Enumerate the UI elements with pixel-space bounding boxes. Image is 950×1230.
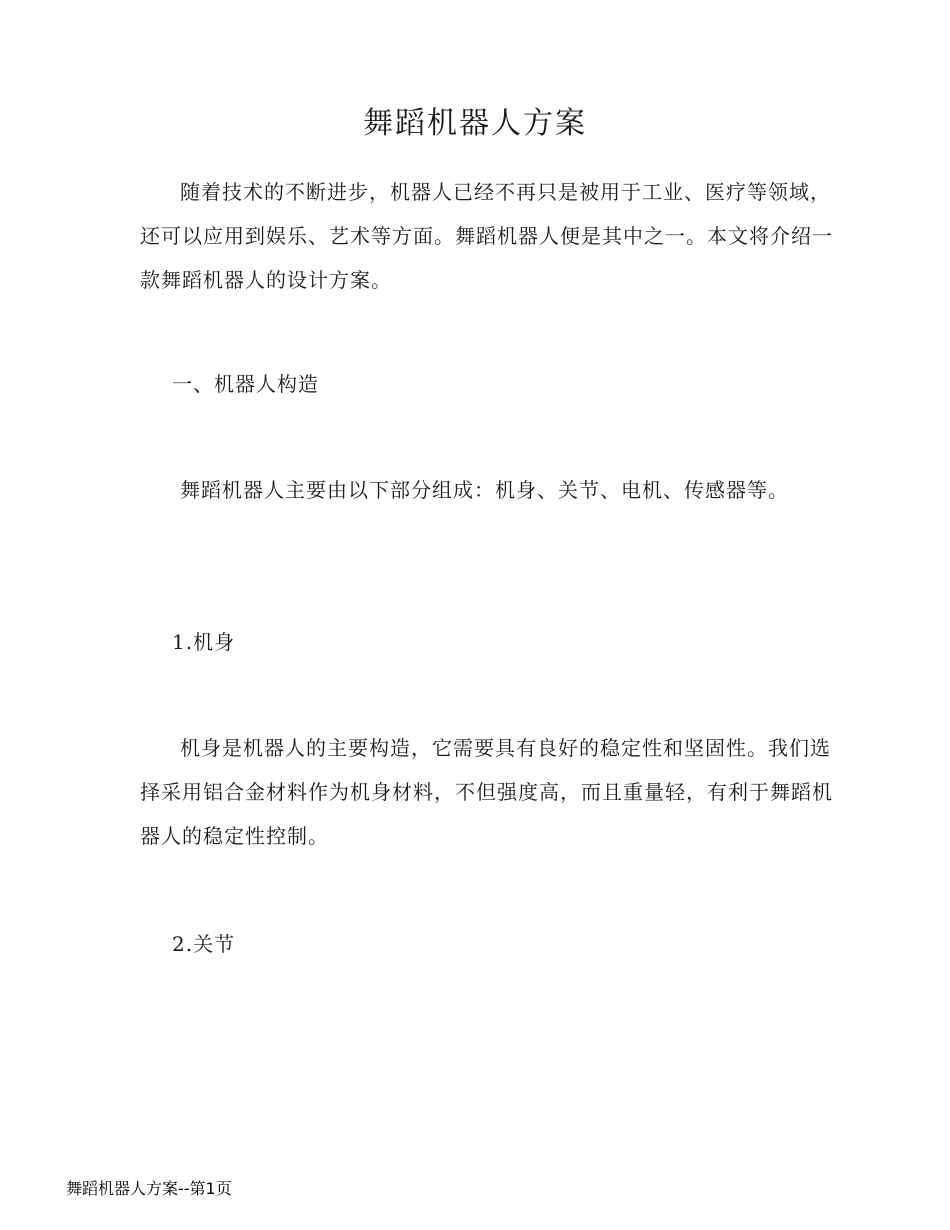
body-paragraph: 机身是机器人的主要构造，它需要具有良好的稳定性和坚固性。我们选择采用铝合金材料作为机身材料，不但强度高，而且重量轻，有利于舞蹈机器人的稳定性控制。 xyxy=(140,736,833,848)
intro-paragraph: 随着技术的不断进步，机器人已经不再只是被用于工业、医疗等领域，还可以应用到娱乐、艺术等方面。舞蹈机器人便是其中之一。本文将介绍一款舞蹈机器人的设计方案。 xyxy=(140,180,833,292)
structure-paragraph: 舞蹈机器人主要由以下部分组成：机身、关节、电机、传感器等。 xyxy=(180,478,789,502)
section-heading-structure: 一、机器人构造 xyxy=(172,372,319,396)
page-footer: 舞蹈机器人方案--第1页 xyxy=(66,1179,232,1198)
subsection-heading-joints: 2.关节 xyxy=(172,932,236,956)
subsection-heading-body: 1.机身 xyxy=(172,630,236,654)
document-title: 舞蹈机器人方案 xyxy=(363,106,587,141)
